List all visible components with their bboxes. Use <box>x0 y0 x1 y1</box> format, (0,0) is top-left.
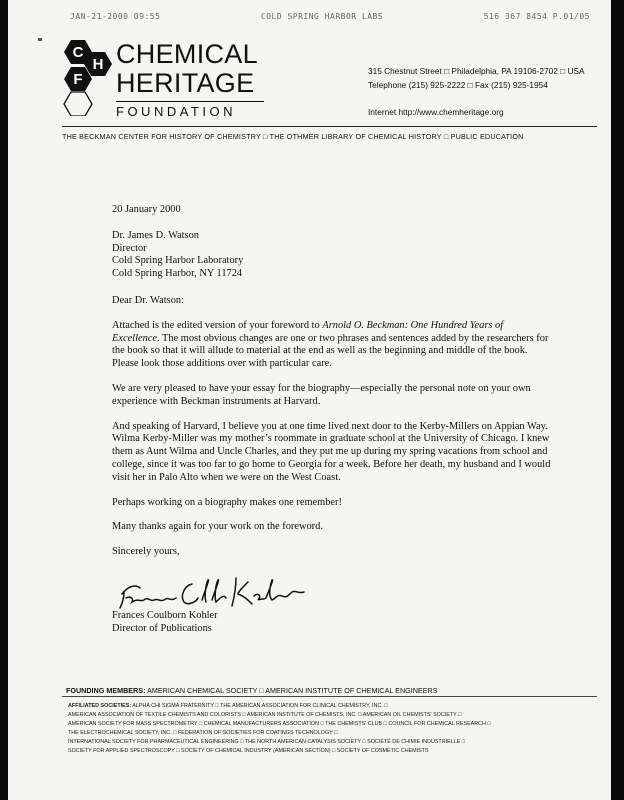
letter-page <box>8 0 611 800</box>
aff-line-5: INTERNATIONAL SOCIETY FOR PHARMACEUTICAL ENGINEERING □ THE NORTH AMERICAN CATALYSIS SOCIETY □ SOCIÉTÉ DE CHIMIE INDUSTRIELLE □ <box>68 739 466 745</box>
fax-header <box>70 12 590 21</box>
website: Internet http://www.chemheritage.org <box>368 107 504 117</box>
salutation: Dear Dr. Watson: <box>112 294 184 306</box>
aff-line-2: AMERICAN ASSOCIATION OF TEXTILE CHEMISTS AND COLORISTS □ AMERICAN INSTITUTE OF CHEMISTS, INC. □ AMERICAN OIL CHEMISTS' SOCIETY □ <box>68 712 462 718</box>
aff-line-6: SOCIETY FOR APPLIED SPECTROSCOPY □ SOCIETY OF CHEMICAL INDUSTRY (AMERICAN SECTION) □ SOCIETY OF COSMETIC CHEMISTS <box>68 748 429 754</box>
logo-letter-f: F <box>73 71 83 88</box>
tagline: THE BECKMAN CENTER FOR HISTORY OF CHEMISTRY □ THE OTHMER LIBRARY OF CHEMICAL HISTORY □ PUBLIC EDUCATION <box>62 132 524 141</box>
recipient-city: Cold Spring Harbor, NY 11724 <box>112 268 243 280</box>
chf-hexagon-logo <box>62 36 114 116</box>
founding-members <box>66 686 437 695</box>
punch-mark <box>38 38 42 41</box>
org-name-line2: HERITAGE <box>116 68 255 98</box>
phone-fax: Telephone (215) 925-2222 □ Fax (215) 925-1954 <box>368 80 548 90</box>
org-name <box>116 40 264 119</box>
paragraph-1-end: . The most obvious changes are one or two phrases and sentences added by the researchers for the book so that it will allude to material at the end as well as the beginning and middle of the book. Please look those additions over with particular care. <box>112 332 549 370</box>
signer-title: Director of Publications <box>112 622 212 634</box>
aff-line-1-text: ALPHA CHI SIGMA FRATERNITY □ THE AMERICAN ASSOCIATION FOR CLINICAL CHEMISTRY, INC. □ <box>131 703 388 709</box>
handwritten-signature <box>118 572 308 614</box>
signer-block <box>112 610 218 636</box>
letter-body <box>112 204 552 571</box>
org-name-rule <box>116 101 264 102</box>
recipient-title: Director <box>112 242 147 254</box>
recipient-org: Cold Spring Harbor Laboratory <box>112 255 244 267</box>
header-rule <box>62 126 597 127</box>
street-address: 315 Chestnut Street □ Philadelphia, PA 19106-2702 □ USA <box>368 66 585 76</box>
hexagon-outline <box>64 92 92 116</box>
paragraph-5: Many thanks again for your work on the foreword. <box>112 521 323 533</box>
recipient-block <box>112 230 552 281</box>
footer-rule <box>62 696 597 697</box>
founding-list: AMERICAN CHEMICAL SOCIETY □ AMERICAN INSTITUTE OF CHEMICAL ENGINEERS <box>145 686 438 695</box>
org-name-line1: CHEMICAL <box>116 39 258 69</box>
letter-date: 20 January 2000 <box>112 204 181 215</box>
paragraph-3: And speaking of Harvard, I believe you at one time lived next door to the Kerby-Millers on Appian Way. Wilma Kerby-Miller was my mother’s roommate in graduate school at the University of Chicago. I knew them as Aunt Wilma and Uncle Charles, and they put me up during my spring vacations from school and college, since it was too far to go home to Georgia for a week. Before her death, my husband and I would visit her in Palo Alto when we were on the West Coast. <box>112 420 551 483</box>
founding-label: FOUNDING MEMBERS: <box>66 686 146 695</box>
org-name-line3: FOUNDATION <box>116 104 236 119</box>
affiliated-societies <box>68 702 598 756</box>
aff-line-1 <box>68 702 598 711</box>
logo-letter-h: H <box>92 56 104 73</box>
signer-name: Frances Coulborn Kohler <box>112 610 218 621</box>
closing: Sincerely yours, <box>112 546 180 558</box>
aff-line-3: AMERICAN SOCIETY FOR MASS SPECTROMETRY □ CHEMICAL MANUFACTURERS ASSOCIATION □ THE CHEMISTS' CLUB □ COUNCIL FOR CHEMICAL RESEARCH □ <box>68 721 491 727</box>
paragraph-1 <box>112 320 552 371</box>
paragraph-2: We are very pleased to have your essay for the biography—especially the personal note on your own experience with Beckman instruments at Harvard. <box>112 382 531 407</box>
paragraph-1-start: Attached is the edited version of your foreword to <box>112 319 323 331</box>
affiliated-label: AFFILIATED SOCIETIES: <box>68 703 132 709</box>
aff-line-4: THE ELECTROCHEMICAL SOCIETY, INC. □ FEDERATION OF SOCIETIES FOR COATINGS TECHNOLOGY □ <box>68 730 338 736</box>
fax-phone-page: 516 367 8454 P.01/05 <box>483 12 590 21</box>
fax-date-time: JAN-21-2000 09:55 <box>70 12 161 21</box>
contact-block <box>368 64 585 119</box>
logo-letter-c: C <box>72 44 84 61</box>
fax-sender: COLD SPRING HARBOR LABS <box>260 12 384 21</box>
book-title: Arnold O. Beckman: One Hundred Years of Excellence <box>112 319 504 344</box>
paragraph-4: Perhaps working on a biography makes one remember! <box>112 496 342 508</box>
recipient-name: Dr. James D. Watson <box>112 229 199 241</box>
